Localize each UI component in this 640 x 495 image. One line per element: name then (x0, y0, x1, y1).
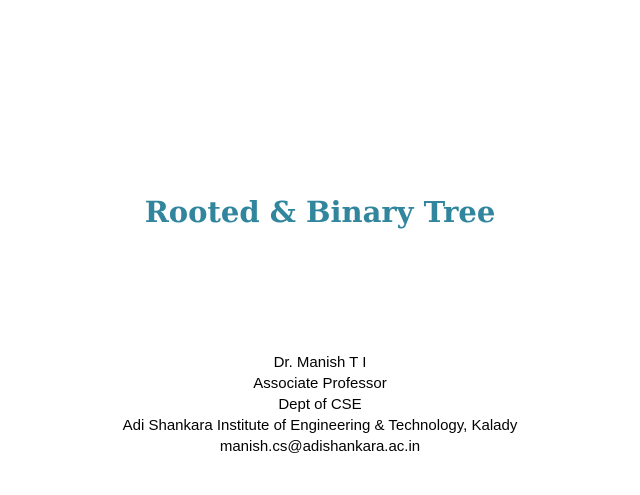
author-email: manish.cs@adishankara.ac.in (219, 438, 421, 455)
slide-title: Rooted & Binary Tree (144, 195, 496, 229)
author-block (0, 352, 640, 457)
author-name: Dr. Manish T I (273, 354, 367, 371)
author-department: Dept of CSE (278, 396, 362, 413)
author-position: Associate Professor (253, 375, 387, 392)
author-institution: Adi Shankara Institute of Engineering & Technology, Kalady (122, 417, 518, 434)
